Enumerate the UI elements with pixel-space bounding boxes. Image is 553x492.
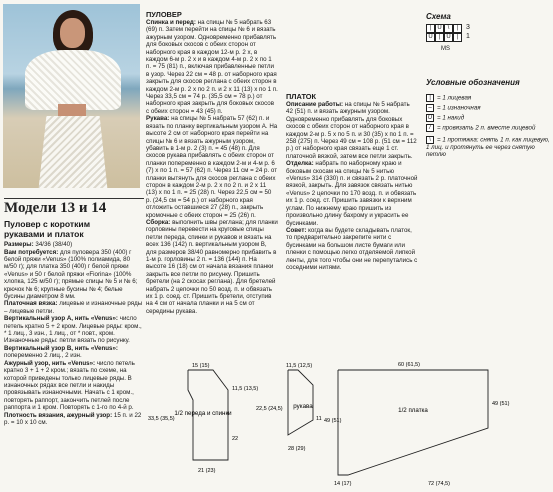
legend-item: U = 1 накид [427,114,465,122]
vert-a-text: число петель кратно 5 + 2 кром. Лицевые ряды: кром., * 1 лиц., 3 изн., 1 лиц., от * повт., кром. Изнаночные ряды: петли вязать по рисунку. [4,315,142,345]
front-paragraph [146,19,278,115]
vert-a-label: Вертикальный узор А, нить «Venus»: [4,315,118,323]
front-label: Спинка и перед: [146,19,196,26]
work-label: Описание работы: [286,101,344,108]
left-column [4,220,144,426]
dim-sleeve-2: 11 [316,416,322,422]
vert-b-text: попеременно 2 лиц., 2 изн. [4,352,82,360]
sleeve-label: рукава [293,403,313,410]
dim-shawl-2: 49 (51) [492,401,510,407]
work-text: на спицы № 5 набрать 42 (51) п. и вязать ажурным узором. Одновременно прибавлять для боковых скосов с обеих сторон от наборного края в каждом 2-м р. 5 х по 5 п. и 30 (35) х по 1 п. = 258 (275) п. Через 49 см = 108 р. (51 см = 112 р.) от наборного края связать еще 1 ст. платочной вязкой, затем все петли закрыть. [286,101,417,160]
dim-front-4: 11,5 (13,5) [232,386,259,392]
need-paragraph [4,249,144,301]
dim-shawl-4: 72 (74,5) [428,481,451,487]
front-label: 1/2 переда и спинки [174,410,232,417]
scheme-cell: | [453,24,462,33]
shawl-heading: ПЛАТОК [286,92,317,101]
advice-text: когда вы будете складывать платок, то предварительно закрепите нити с бусинками на большом листе бумаги или пленки с помощью легко отделяемой липкой ленты, для того чтобы они не перепутались с соседними нитями. [286,226,418,271]
k2tog-icon: / [426,124,434,132]
assembly-paragraph [146,219,278,315]
finish-text: набрать по наборному краю и боковым скосам на спицы № 5 нитью «Venus» 314 (330) п. и связать 2 р. платочной вязкой, закрыть. Для завязок связать нитью «Venus» 2 цепочки по 170 возд. п. и обвязать их 1 р. соед. ст. Пришить завязки к верхним углам. По нижнему краю пришить из произвольно длину бахрому и украсить ее бусинками. [286,160,418,227]
scheme-title: Схема [426,12,451,21]
scheme-cell: | [426,24,435,33]
subtitle-line-2: рукавами и платок [4,228,84,239]
ajur-text: число петель кратно 3 + 1 + 2 кром.; вязать по схеме, на которой приведены только лицевые ряды. В изнаночных рядах все петли и накиды провязывать изнаночными. Начать с 1 кром., повторять раппорт, закончить петлей после раппорта и 1 кром. Повторять с 1-го по 4-й р. [4,359,135,412]
legend-title: Условные обозначения [426,78,520,87]
ajur-paragraph [4,360,144,412]
sizes-value: 34/36 (38/40) [35,241,73,249]
finish-label: Отделка: [286,160,314,168]
model-photo [3,4,140,188]
plat-label: Платочная вязка: [4,300,58,308]
pullover-heading: ПУЛОВЕР [146,10,182,19]
dim-shawl-3: 14 (17) [334,481,352,487]
advice-paragraph [286,227,418,271]
work-paragraph [286,101,418,160]
title-divider [4,198,144,199]
sleeve-text: на спицы № 5 набрать 57 (62) п. и вязать по планку вертикальным узором А. На высоте 2 см от наборного края перейти на спицы № 6 и вязать ажурным узором, убавить в 1-м р. 2 (3) п. = 45 (48) п. Для скосов рукава прибавлять с обеих сторон от планки попеременно в каждом 2-м и 4-м р. 6 (7) х по 1 п. = 57 (62) п. Через 11 см = 24 р. от планки вытянуть для скосов реглана с обеих сторон в каждом 2-м р. 2 х по 2 п. и 2 х 11 (13) х по 1 п. = 25 (28) п. Через 22,5 см = 50 р. (24,5 см = 54 р.) от наборного края отложить оставшиеся 27 (28) п., закрыть кромочные с обеих сторон = 25 (26) п. [146,115,278,219]
assembly-text: выполнить швы реглана; для планки горловины перевести на круговые спицы петли переда, спинки и рукавов и вязать на всех 136 (142) п. вертикальным узором В, для размеров 38/40 равномерно прибавить в 1-м р. горловины 2 п. = 136 (144) п. На высоте 16 (18) см от начала вязания планки закрыть все петли по рисунку. Пришить бретели (на 2 скосах реглана). Для бретелей набрать 2 цепочки по 50 возд. п. и обвязать их 1 р. соед. ст. Пришить бретели, отступив на 4 см от начала планки и на 5 см от середины рукава. [146,218,278,315]
finish-paragraph [286,160,418,227]
dim-front-5: 22 [232,436,239,442]
front-text: на спицы № 5 набрать 63 (69) п. Затем перейти на спицы № 6 и вязать ажурным узором. Одновременно прибавлять для боковых скосов с обеих сторон от наборного края в каждом 12-м р. 2 х, в каждом 6-м р. 2 х и в каждом 4-м р. 2 х по 1 п. = 75 (81) п., включая прибавленные петли в узор. Через 22 см = 48 р. от наборного края закрыть для скосов реглана с обеих сторон в каждом 2-м р. 2 х по 2 п. и 2 х 11 (13) х по 1 п. Через 33,5 см = 74 р. (35,5 см = 78 р.) от наборного края закрыть для боковых скосов с обеих сторон = 43 (45) п. [146,19,278,115]
plat-paragraph [4,300,144,315]
scheme-row-1: 1 [466,33,470,40]
shawl-schematic [338,370,488,475]
legend-item: \ = 1 протяжка: снять 1 п. как лицевую, 1 лиц. и протянуть ее через снятую петлю [426,136,550,158]
dim-front-6: 21 (23) [198,468,216,474]
density-label: Плотность вязания, ажурный узор: [4,411,113,419]
knit-symbol-icon: | [426,94,434,102]
scheme-grid [426,24,496,64]
dim-sleeve-0: 11,5 (12,5) [286,363,313,369]
legend-item: | = 1 лицевая [426,94,471,102]
density-paragraph [4,412,144,427]
scheme-cell: U [435,24,444,33]
ajur-label: Ажурный узор, нить «Venus»: [4,359,96,367]
vert-b-paragraph [4,345,144,360]
density-text: 15 п. и 22 р. = 10 х 10 см. [4,411,142,426]
legend-item: / = провязать 2 п. вместе лицевой [426,124,551,132]
purl-symbol-icon: – [426,104,434,112]
need-label: Вам потребуется: [4,248,59,256]
scheme-cell: | [453,33,462,42]
scheme-cell: U [426,33,435,42]
need-text: для пуловера 350 (400) г белой пряжи «Venus» (100% полиамида, 80 м/50 г); для платка 350 (400) г белой пряжи «Venus» и 50 г белой пряжи «Fiorina» (100% хлопка, 125 м/50 г); прямые спицы № 5 и № 6; крючок № 6; крупные бусины № 4; белые бусины диаметром 8 мм. [4,248,138,301]
page-title: Модели 13 и 14 [4,200,107,216]
scheme-cell: | [435,33,444,42]
sizes-label: Размеры: [4,241,34,249]
scheme-ms-label: MS [441,46,450,52]
scheme-cell: U [444,33,453,42]
dim-sleeve-1: 22,5 (24,5) [256,406,283,412]
dim-shawl-0: 60 (61,5) [398,362,421,368]
assembly-label: Сборка: [146,218,171,226]
dim-shawl-1: 49 (51) [324,418,342,424]
subtitle-line-1: Пуловер с коротким [4,219,91,229]
plat-text: лицевые и изнаночные ряды – лицевые петли. [4,300,143,315]
yarn-over-icon: U [427,115,433,121]
scheme-row-3: 3 [466,24,470,31]
sleeve-label: Рукава: [146,115,170,123]
shawl-column [286,92,418,271]
sizes-paragraph [4,241,144,248]
slip-stitch-icon: \ [426,136,434,144]
shawl-label: 1/2 платка [398,407,428,414]
pullover-column [146,10,278,315]
legend-item: – = 1 изнаночная [426,104,481,112]
advice-label: Совет: [286,226,307,234]
vert-b-label: Вертикальный узор В, нить «Venus»: [4,344,118,352]
dim-sleeve-3: 28 (29) [288,446,306,452]
dim-front-0: 15 (15) [192,363,210,369]
vert-a-paragraph [4,315,144,345]
pattern-diagrams [148,360,553,490]
dim-front-3: 33,5 (35,5) [148,416,175,422]
scheme-cell: \ [444,24,453,33]
sleeve-paragraph [146,115,278,219]
